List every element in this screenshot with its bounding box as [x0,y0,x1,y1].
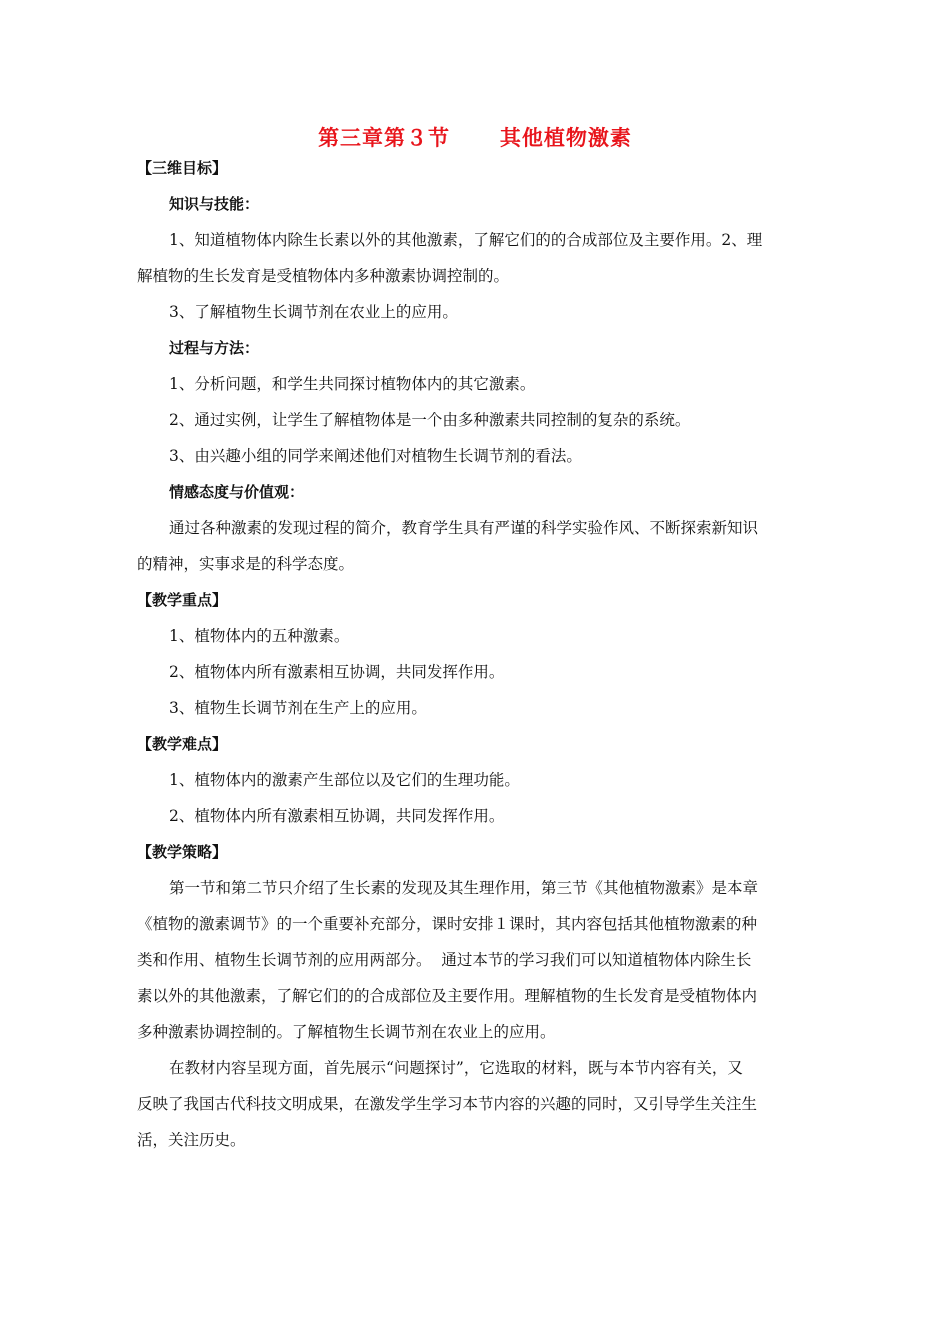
strategy-p2-line-1: 在教材内容呈现方面，首先展示“问题探讨”，它选取的材料，既与本节内容有关，又 [169,1059,743,1077]
strategy-heading: 【教学策略】 [137,843,228,861]
page-title: 第三章第３节 其他植物激素 [318,126,632,150]
emotion-heading: 情感态度与价值观： [169,483,305,501]
process-item-1: 1、分析问题，和学生共同探讨植物体内的其它激素。 [169,375,536,393]
process-item-2: 2、通过实例，让学生了解植物体是一个由多种激素共同控制的复杂的系统。 [169,411,691,429]
strategy-p1-line-2: 《植物的激素调节》的一个重要补充部分，课时安排１课时，其内容包括其他植物激素的种 [137,915,758,933]
emotion-line-1: 通过各种激素的发现过程的简介，教育学生具有严谨的科学实验作风、不断探索新知识 [169,519,759,537]
strategy-p2-line-3: 活，关注历史。 [137,1131,246,1149]
goals-heading: 【三维目标】 [137,159,228,177]
difficulty-2: 2、植物体内所有激素相互协调，共同发挥作用。 [169,807,505,825]
knowledge-item-1-line-1: 1、知道植物体内除生长素以外的其他激素，了解它们的的合成部位及主要作用。2、理 [169,231,763,249]
strategy-p1-line-3: 类和作用、植物生长调节剂的应用两部分。 通过本节的学习我们可以知道植物体内除生长 [137,951,752,969]
strategy-p1-line-4: 素以外的其他激素，了解它们的的合成部位及主要作用。理解植物的生长发育是受植物体内 [137,987,758,1005]
difficulty-1: 1、植物体内的激素产生部位以及它们的生理功能。 [169,771,520,789]
knowledge-item-1-line-2: 解植物的生长发育是受植物体内多种激素协调控制的。 [137,267,510,285]
knowledge-item-3: 3、了解植物生长调节剂在农业上的应用。 [169,303,458,321]
process-item-3: 3、由兴趣小组的同学来阐述他们对植物生长调节剂的看法。 [169,447,582,465]
emotion-line-2: 的精神，实事求是的科学态度。 [137,555,355,573]
knowledge-heading: 知识与技能： [169,195,260,213]
strategy-p1-line-1: 第一节和第二节只介绍了生长素的发现及其生理作用，第三节《其他植物激素》是本章 [169,879,759,897]
key-point-2: 2、植物体内所有激素相互协调，共同发挥作用。 [169,663,505,681]
difficulties-heading: 【教学难点】 [137,735,228,753]
strategy-p1-line-5: 多种激素协调控制的。了解植物生长调节剂在农业上的应用。 [137,1023,556,1041]
process-heading: 过程与方法： [169,339,260,357]
document-body [137,150,813,1158]
key-point-3: 3、植物生长调节剂在生产上的应用。 [169,699,427,717]
key-point-1: 1、植物体内的五种激素。 [169,627,350,645]
strategy-p2-line-2: 反映了我国古代科技文明成果，在激发学生学习本节内容的兴趣的同时，又引导学生关注生 [137,1095,758,1113]
key-points-heading: 【教学重点】 [137,591,228,609]
